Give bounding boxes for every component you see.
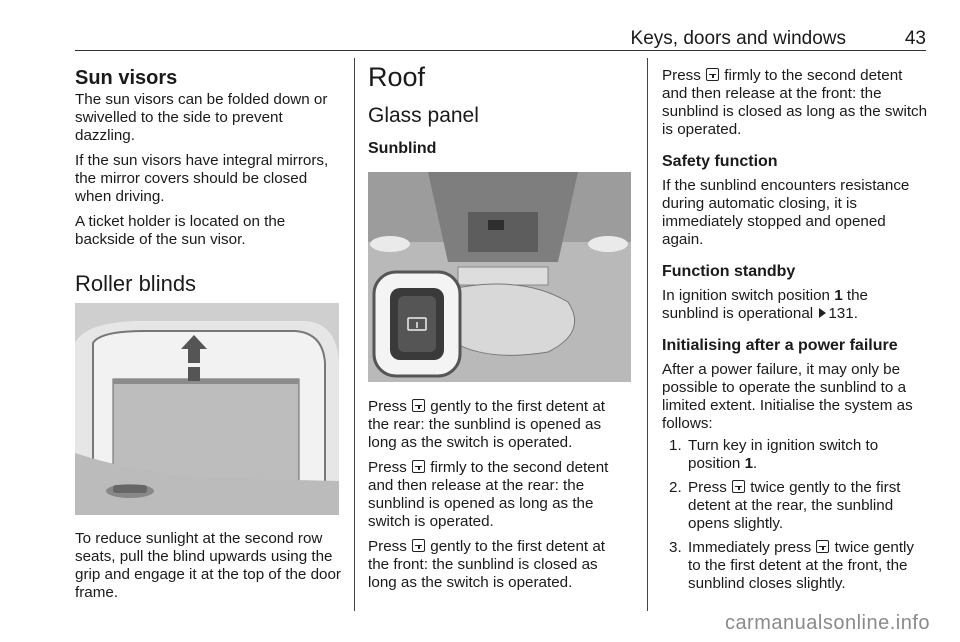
sunblind-switch-photo (368, 172, 631, 382)
roller-blind-illustration (75, 303, 339, 515)
watermark: carmanualsonline.info (724, 612, 930, 634)
sunblind-switch-icon (412, 539, 425, 552)
chapter-title: Keys, doors and windows (630, 28, 846, 49)
roller-blinds-paragraph: To reduce sunlight at the second row seats, pull the blind upwards using the grip and engage it at the top of the door frame. (75, 530, 341, 601)
sunblind-switch-icon (816, 540, 829, 553)
column-2 (368, 60, 630, 160)
page-reference-icon (819, 308, 826, 318)
function-standby-heading: Function standby (662, 263, 796, 280)
column-2-bottom (368, 398, 630, 592)
initialising-paragraph: After a power failure, it may only be possible to operate the sunblind to a limited extent. Initialise the system as follows: (662, 361, 913, 432)
sun-visors-paragraph-2: If the sun visors have integral mirrors, the mirror covers should be closed when driving. (75, 152, 329, 205)
function-standby-paragraph: In ignition switch position 1 the sunblind is operational 131. (662, 287, 869, 322)
sunblind-switch-icon (412, 460, 425, 473)
sunblind-paragraph-3: Press gently to the first detent at the front: the sunblind is closed as long as the switch is operated. (368, 538, 606, 591)
list-item: 1. Turn key in ignition switch to position 1. (669, 437, 879, 472)
sun-visors-heading: Sun visors (75, 67, 178, 89)
sun-visors-paragraph-1: The sun visors can be folded down or swivelled to the side to prevent dazzling. (75, 91, 328, 144)
sunblind-heading: Sunblind (368, 140, 437, 157)
sunblind-switch-icon (412, 399, 425, 412)
column-1 (75, 60, 341, 297)
sunblind-switch-icon (732, 480, 745, 493)
sun-visors-paragraph-3: A ticket holder is located on the backside of the sun visor. (75, 213, 286, 248)
column-1-bottom (75, 530, 341, 602)
initialising-heading: Initialising after a power failure (662, 337, 898, 354)
column-divider-2 (647, 58, 648, 611)
glass-panel-heading: Glass panel (368, 104, 479, 127)
sunblind-paragraph-2: Press firmly to the second detent and then release at the rear: the sunblind is opened as long as the switch is operated. (368, 459, 609, 530)
list-item: 3. Immediately press twice gently to the first detent at the front, the sunblind closes slightly. (669, 539, 915, 592)
header-rule (75, 50, 926, 51)
roller-blinds-heading: Roller blinds (75, 271, 197, 296)
roof-heading: Roof (368, 62, 426, 92)
sunblind-switch-icon (706, 68, 719, 81)
sunblind-switch-illustration (368, 172, 631, 382)
page-header (75, 28, 926, 50)
roller-blind-photo (75, 303, 339, 515)
column-3 (662, 67, 928, 593)
list-item: 2. Press twice gently to the first detent at the rear, the sunblind opens slightly. (669, 479, 901, 532)
safety-function-paragraph: If the sunblind encounters resistance during automatic closing, it is immediately stopped and opened again. (662, 177, 910, 248)
safety-function-heading: Safety function (662, 153, 778, 170)
initialising-steps (662, 437, 928, 593)
sunblind-paragraph-1: Press gently to the first detent at the rear: the sunblind is opened as long as the switch is operated. (368, 398, 606, 451)
column-divider-1 (354, 58, 355, 611)
sunblind-paragraph-4: Press firmly to the second detent and then release at the front: the sunblind is closed as long as the switch is operated. (662, 67, 928, 138)
page-number: 43 (904, 28, 926, 49)
